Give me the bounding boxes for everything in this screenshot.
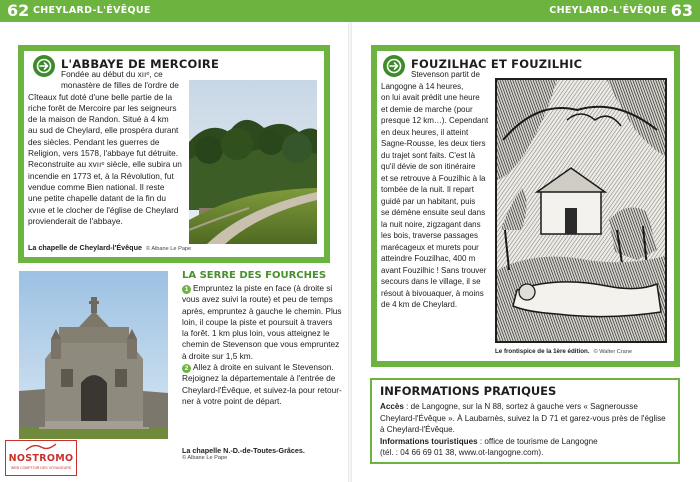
fouzilhac-text bbox=[381, 69, 493, 311]
serre-step2-line: ner à votre point de départ. bbox=[182, 395, 282, 406]
chapelle-photo-credit: © Albane Le Pape bbox=[182, 455, 228, 461]
right-header-bar bbox=[350, 0, 700, 22]
engraving-caption-text: Le frontispice de la 1ère édition. bbox=[495, 348, 590, 355]
fouzilhac-line: du trajet sont faits. C'est là bbox=[381, 150, 476, 160]
abbaye-line: xvııe et le clocher de l'église de Cheylard bbox=[28, 204, 179, 215]
infos-access-label: Accès bbox=[380, 402, 404, 411]
abbaye-line: riche forêt de Mercoire par les seigneurs bbox=[28, 102, 177, 113]
serre-step2-line: Cheylard-l'Évêque, et suivez-la pour retour- bbox=[182, 384, 342, 395]
step-number-badge: 1 bbox=[182, 285, 191, 294]
abbaye-line: Religion, vers 1578, l'abbaye fut détruite. bbox=[28, 148, 179, 159]
fouzilhac-line: on lui avait prédit une heure bbox=[381, 93, 480, 102]
fouzilhac-line: en deux heures, il atteint bbox=[381, 127, 469, 137]
logo-wave-icon bbox=[6, 441, 76, 453]
fouzilhac-line: secours dans le village, il se bbox=[381, 277, 481, 286]
frontispiece-engraving bbox=[495, 78, 667, 343]
chapelle-photo-caption bbox=[182, 446, 342, 461]
logo-name: NOSTROMO bbox=[8, 453, 74, 464]
fouzilhac-line: et demie de marche (pour bbox=[381, 104, 473, 114]
abbaye-line: Fondée au début du xııᵉ, ce bbox=[61, 69, 163, 79]
abbaye-line: au sud de Cheylard, elle prospéra durant bbox=[28, 125, 179, 136]
serre-text bbox=[182, 283, 348, 407]
fouzilhac-line: Sagne-Rousse, les deux tiers bbox=[381, 139, 486, 148]
chapelle-caption-text: La chapelle N.-D.-de-Toutes-Grâces. bbox=[182, 446, 305, 455]
abbaye-line: incendie en 1773 et, à la Révolution, fut bbox=[28, 170, 174, 181]
fouzilhac-line: atteindre Fouzilhac, 400 m bbox=[381, 254, 476, 263]
infos-access-text: : de Langogne, sur la N 88, sortez à gauche vers « Sagnerousse bbox=[403, 402, 638, 411]
fouzilhac-line: et se retrouve à Fouzilhic à la bbox=[381, 173, 486, 183]
fouzilhac-line: Stevenson partit de bbox=[411, 70, 480, 79]
fouzilhac-line: guidé par un habitant, puis bbox=[381, 196, 476, 206]
serre-step1-line: après, empruntez à gauche le chemin. Plus bbox=[182, 305, 342, 316]
serre-step2-text: Allez à droite en suivant le Stevenson. bbox=[193, 362, 334, 373]
logo-tagline: WEB COMPTOIR DES VOYAGEURS bbox=[10, 466, 72, 470]
fouzilhac-line: marécageux et murets pour bbox=[381, 242, 479, 252]
abbaye-text bbox=[28, 69, 188, 227]
serre-step1-line: la forêt. 1 km plus loin, vous atteignez le bbox=[182, 328, 330, 339]
abbaye-title: L'ABBAYE DE MERCOIRE bbox=[61, 57, 220, 71]
informations-pratiques-box bbox=[370, 378, 680, 464]
infos-title: INFORMATIONS PRATIQUES bbox=[380, 384, 557, 398]
right-page-number: 63 bbox=[670, 1, 693, 20]
fouzilhac-line: se démène ensuite seul dans bbox=[381, 208, 486, 217]
serre-step1-line: vous avez suivi la route) et peu de temps bbox=[182, 294, 333, 305]
infos-access-line: à Cheylard-l'Évêque. bbox=[380, 425, 455, 434]
infos-tourism-line bbox=[380, 436, 676, 448]
fouzilhac-line: les bois, traverse passages bbox=[381, 231, 478, 240]
abbaye-line: de la maison de Randon. Situé à 4 km bbox=[28, 114, 169, 125]
fouzilhac-line: tombée de la nuit. Il repart bbox=[381, 185, 474, 194]
infos-tourism-label: Informations touristiques bbox=[380, 436, 478, 446]
abbaye-line: une petite chapelle datant de la fin du bbox=[28, 193, 166, 204]
fouzilhac-line: qu'il dévie de son itinéraire bbox=[381, 162, 476, 171]
fouzilhac-line: de 4 km de Cheylard. bbox=[381, 300, 458, 309]
infos-access-line bbox=[380, 401, 676, 413]
serre-step1-line: chemin de Stevenson que vous empruntez bbox=[182, 339, 340, 350]
infos-access-line: Cheylard-l'Évêque ». À Laubarnès, suivez la D 71 et garez-vous près de l'église bbox=[380, 413, 666, 423]
infos-text bbox=[380, 401, 676, 459]
serre-title: LA SERRE DES FOURCHES bbox=[182, 270, 327, 281]
left-header-bar bbox=[0, 0, 350, 22]
nostromo-logo bbox=[5, 440, 77, 476]
serre-step2-line bbox=[182, 362, 348, 373]
fouzilhac-line: résout à bivouaquer, à moins bbox=[381, 288, 484, 298]
serre-step2-line: Rejoignez la départementale à l'entrée de bbox=[182, 373, 336, 384]
engraving-caption bbox=[495, 348, 670, 355]
engraving-credit: © Walter Crane bbox=[593, 349, 632, 355]
abbaye-line: provienderait de l'abbaye. bbox=[28, 215, 123, 226]
fouzilhac-title: FOUZILHAC ET FOUZILHIC bbox=[411, 57, 583, 71]
serre-step1-line: loin, il coupe la piste et poursuit à travers bbox=[182, 316, 333, 327]
left-page-number: 62 bbox=[7, 1, 30, 20]
chapelle-toutes-graces-photo bbox=[19, 271, 168, 439]
abbaye-photo-caption bbox=[28, 243, 208, 252]
fouzilhac-line: Langogne à 14 heures, bbox=[381, 81, 464, 91]
right-running-title: CHEYLARD-L'ÉVÊQUE bbox=[549, 5, 667, 16]
serre-step1-text: Empruntez la piste en face (à droite si bbox=[193, 283, 333, 293]
abbaye-line: vendue comme Bien national. Il reste bbox=[28, 181, 165, 192]
infos-tourism-text: : office de tourisme de Langogne bbox=[477, 436, 598, 446]
abbaye-line: Cîteaux fut doté d'une belle partie de la bbox=[28, 91, 173, 102]
infos-tourism-line: (tél. : 04 66 69 01 38, www.ot-langogne.com). bbox=[380, 448, 544, 457]
abbaye-photo-credit: © Albane Le Pape bbox=[145, 246, 192, 252]
fouzilhac-line: avant Fouzilhic ! Sans trouver bbox=[381, 265, 487, 275]
abbaye-line: des siècles. Pendant les guerres de bbox=[28, 136, 160, 147]
abbaye-line: monastère de filles de l'ordre de bbox=[61, 80, 179, 91]
abbaye-line: Reconstruite au xvııᵉ siècle, elle subira un bbox=[28, 159, 182, 170]
abbaye-caption-text: La chapelle de Cheylard-l'Évêque bbox=[28, 243, 142, 252]
step-number-badge: 2 bbox=[182, 364, 191, 373]
left-running-title: CHEYLARD-L'ÉVÊQUE bbox=[33, 5, 151, 16]
chapelle-cheylard-photo bbox=[189, 80, 317, 244]
fouzilhac-line: la nuit noire, zigzagant dans bbox=[381, 219, 481, 229]
serre-step1-line: à droite sur 1,5 km. bbox=[182, 350, 254, 361]
serre-step1-line bbox=[182, 283, 348, 294]
fouzilhac-line: presque 12 km…). Cependant bbox=[381, 116, 489, 125]
book-gutter bbox=[348, 0, 352, 482]
